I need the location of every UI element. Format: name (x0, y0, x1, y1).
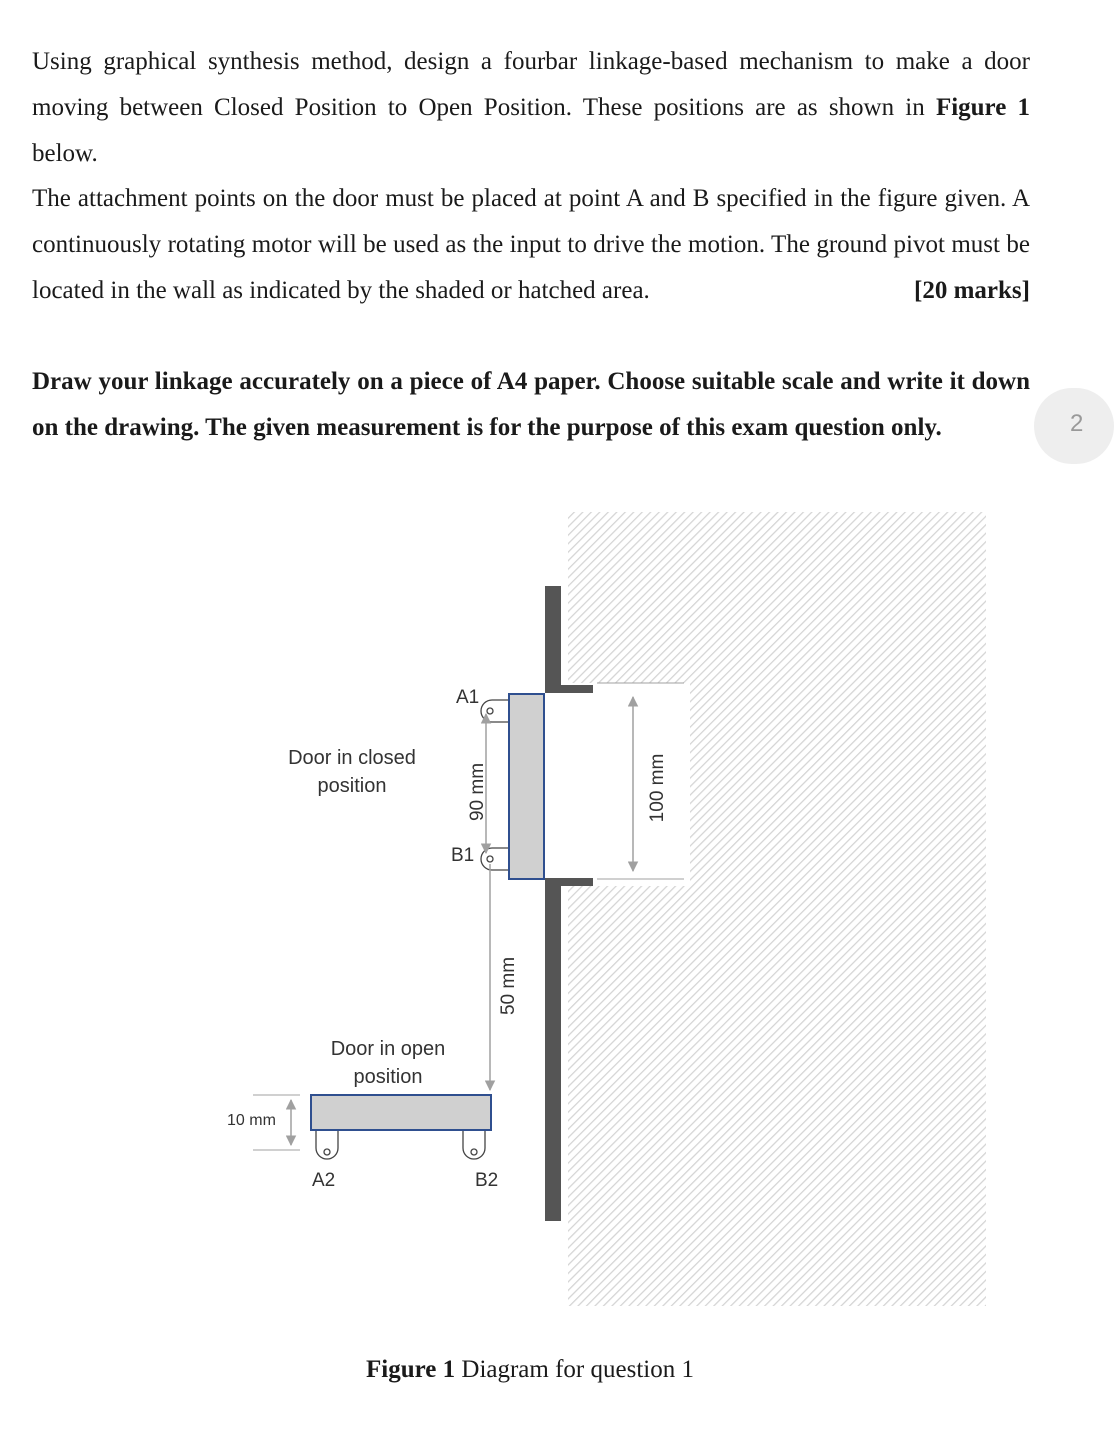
drawing-instruction: Draw your linkage accurately on a piece of A4 paper. Choose suitable scale and write it down on the drawing. The given measurement is for the purpose of this exam question only. (32, 368, 1030, 441)
para2-text: The attachment points on the door must be placed at point A and B specified in the figure given. A continuously rotating motor will be used as the input to drive the motion. The ground pivot must be located in the wall as indicated by the shaded or hatched area. (32, 185, 1030, 304)
dimension-90mm (467, 714, 488, 853)
dim-100-label: 100 mm (647, 753, 668, 823)
closed-label-line2: position (317, 775, 387, 797)
open-label-line2: position (353, 1066, 423, 1088)
question-paragraph-2 (32, 176, 1030, 314)
dim-90-label: 90 mm (467, 762, 488, 822)
hinge-B2 (463, 1131, 485, 1159)
marks-label: [20 marks] (914, 277, 1030, 304)
page-side-tab[interactable] (1034, 388, 1114, 464)
para1-text: Using graphical synthesis method, design a fourbar linkage-based mechanism to make a door moving between Closed Position to Open Position. These positions are as shown in (32, 48, 1030, 121)
hatched-wall-area (568, 512, 986, 1306)
hinge-A2 (316, 1131, 338, 1159)
caption-figure-number: Figure 1 (366, 1356, 456, 1383)
figure-caption (0, 1354, 1060, 1386)
label-A2: A2 (312, 1170, 336, 1191)
para1-text-end: below. (32, 140, 98, 167)
dim-50-label: 50 mm (498, 956, 519, 1016)
hinge-B1 (481, 848, 508, 870)
dimension-50mm (490, 864, 519, 1090)
open-label-line1: Door in open (330, 1038, 446, 1060)
closed-label-line1: Door in closed (288, 747, 416, 769)
door-closed (509, 694, 544, 879)
label-B1: B1 (451, 845, 475, 866)
dimension-10mm (227, 1095, 300, 1150)
question-paragraph-1 (32, 39, 1030, 177)
figure-1-diagram (0, 500, 1080, 1350)
label-B2: B2 (475, 1170, 499, 1191)
label-A1: A1 (456, 687, 480, 708)
figure-ref: Figure 1 (935, 94, 1030, 121)
page-number: 2 (1070, 410, 1084, 437)
caption-text: Diagram for question 1 (455, 1356, 694, 1383)
hinge-A1 (481, 700, 508, 722)
door-open (311, 1095, 491, 1130)
dim-10-label: 10 mm (227, 1112, 276, 1129)
door-opening-gap (550, 683, 690, 886)
